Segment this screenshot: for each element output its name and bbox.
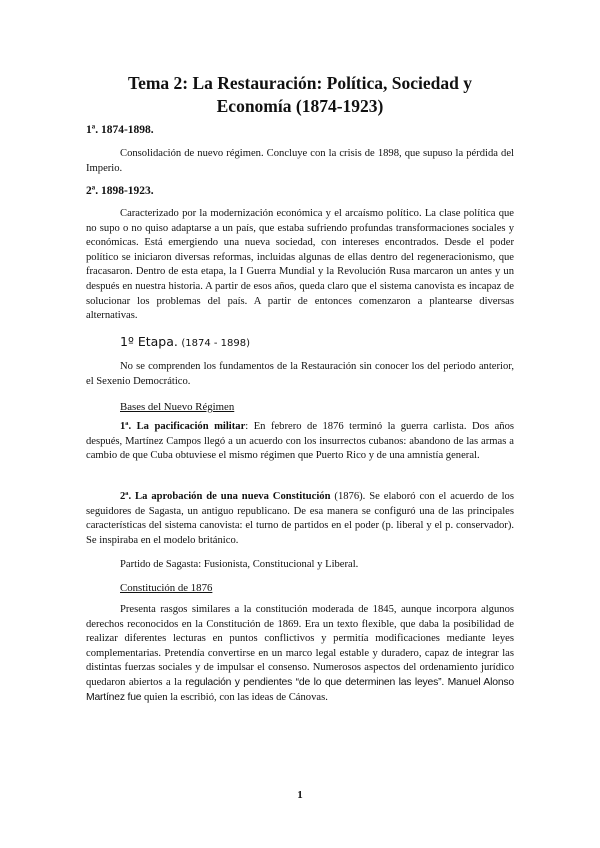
etapa-label: 1º Etapa. [120, 334, 178, 349]
bases-paragraph-3: Partido de Sagasta: Fusionista, Constitucional y Liberal. [120, 559, 359, 570]
constitucion-text-main: Presenta rasgos similares a la constitución moderada de 1845, aunque incorpora algunos derechos reconocidos en la Constitución de 1869. Era un texto flexible, que daba la posibilidad de realizar diferentes lecturas en puntos conflictivos y permitía modificaciones mediante leyes complementarias. Pretendía convertirse en un marco legal estable y duradero, capaz de integrar las distintas fuerzas sociales y de impulsar el consenso. Numerosos aspectos del ordenamiento jurídico quedaron abiertos a la [86, 604, 514, 688]
title-line-2: Economía (1874-1923) [216, 96, 384, 116]
section-1-text: Consolidación de nuevo régimen. Concluye con la crisis de 1898, que supuso la pérdida del Imperio. [86, 148, 514, 174]
bases-paragraph-1 [86, 420, 514, 464]
etapa-heading [120, 334, 250, 349]
constitucion-text-tail: regulación y pendientes “de lo que determinen las leyes”. Manuel Alonso Martínez fue [86, 676, 514, 703]
bases-p1-text: : En febrero de 1876 terminó la guerra carlista. Dos años después, Martínez Campos llegó a un acuerdo con los insurrectos cubanos: abandono de las armas a cambio de que Cuba obtuviese el mismo régimen que Puerto Rico y de una amnistía general. [86, 421, 514, 462]
page-number: 1 [297, 789, 303, 801]
bases-p2-bold: 2ª. La aprobación de una nueva Constitución [120, 491, 331, 502]
document-title [100, 72, 500, 118]
constitucion-text-end: quien la escribió, con las ideas de Cánovas. [141, 691, 328, 703]
constitucion-heading: Constitución de 1876 [120, 582, 213, 594]
etapa-intro-text: No se comprenden los fundamentos de la Restauración sin conocer los del periodo anterior, el Sexenio Democrático. [86, 361, 514, 387]
title-line-1: Tema 2: La Restauración: Política, Sociedad y [128, 73, 472, 93]
section-2-heading: 2ª. 1898-1923. [86, 185, 154, 197]
bases-p1-bold: 1ª. La pacificación militar [120, 421, 246, 432]
etapa-years: (1874 - 1898) [181, 338, 251, 349]
constitucion-text [86, 603, 514, 705]
section-2-text: Caracterizado por la modernización económica y el arcaísmo político. La clase política que no supo o no quiso adaptarse a un país, que estaba sufriendo profundas transformaciones sociales y económicas. Está emergiendo una nueva sociedad, con intereses encontrados. Desde el poder político se iniciaron diversas reformas, incluidas algunas de ellas dentro del regeneracionismo, que fracasaron. Dentro de esta etapa, la I Guerra Mundial y la Revolución Rusa marcaron un antes y un después en nuestra historia. A partir de esos años, queda claro que el sistema canovista es incapaz de solucionar los problemas del país. A partir de entonces comenzaron a plantearse diversas alternativas. [86, 208, 514, 322]
bases-heading: Bases del Nuevo Régimen [120, 401, 235, 413]
bases-p2-text: (1876). Se elaboró con el acuerdo de los seguidores de Sagasta, un antiguo republicano. De esa manera se configuró una de las principales características del sistema canovista: el turno de partidos en el poder (p. liberal y el p. conservador). Se inspiraba en el modelo británico. [86, 491, 514, 546]
section-1-heading: 1ª. 1874-1898. [86, 124, 154, 136]
bases-paragraph-2 [86, 490, 514, 548]
